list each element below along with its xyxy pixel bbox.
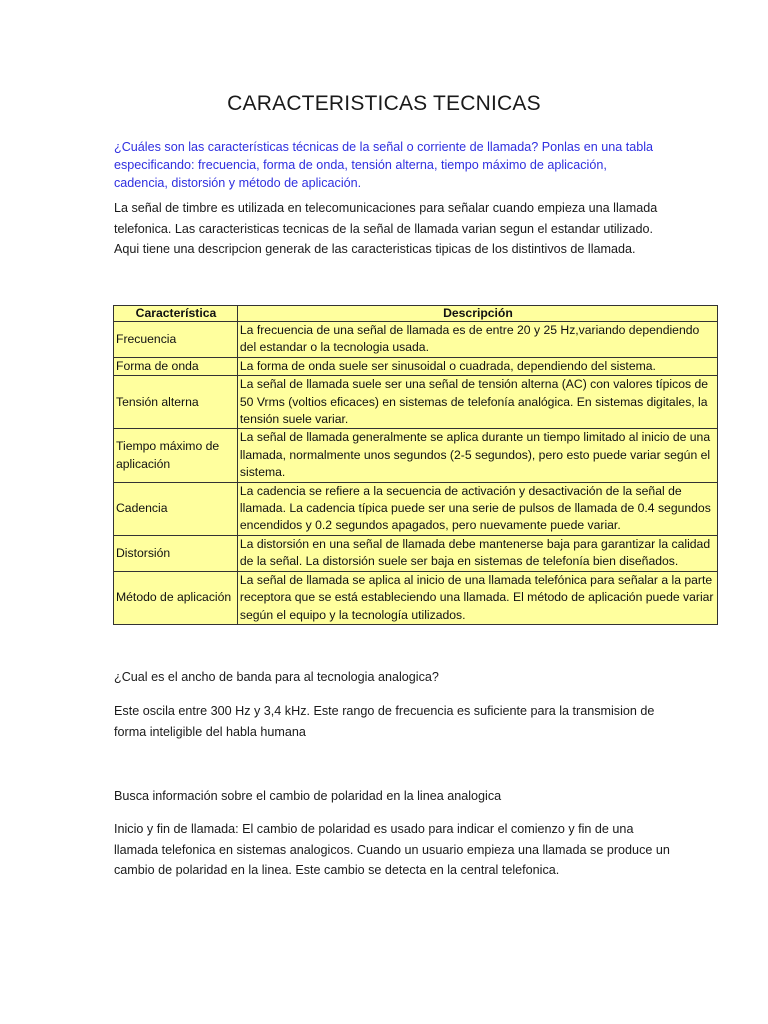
question-bandwidth: ¿Cual es el ancho de banda para al tecnologia analogica? — [114, 670, 439, 684]
feature-cell: Tensión alterna — [114, 376, 238, 429]
description-cell: La distorsión en una señal de llamada debe mantenerse baja para garantizar la calidad de la señal. La distorsión suele ser baja en sistemas de telefonía bien diseñados. — [237, 535, 717, 571]
description-cell: La señal de llamada suele ser una señal de tensión alterna (AC) con valores típicos de 50 Vrms (voltios eficaces) en sistemas de telefonía analógica. En sistemas digitales, la tensión suele variar. — [237, 376, 717, 429]
table-row — [114, 482, 718, 535]
page-title: CARACTERISTICAS TECNICAS — [227, 92, 541, 115]
description-cell: La señal de llamada generalmente se aplica durante un tiempo limitado al inicio de una llamada, normalmente unos segundos (2-5 segundos), pero esto puede variar según el sistema. — [237, 429, 717, 482]
feature-cell: Cadencia — [114, 482, 238, 535]
feature-cell: Forma de onda — [114, 357, 238, 375]
table-row — [114, 429, 718, 482]
answer-polarity: Inicio y fin de llamada: El cambio de polaridad es usado para indicar el comienzo y fin de una llamada telefonica en sistemas analogicos. Cuando un usuario empieza una llamada se produce un cambio de polaridad en la linea. Este cambio se detecta en la central telefonica. — [114, 822, 670, 877]
header-feature: Característica — [114, 306, 238, 322]
feature-cell: Frecuencia — [114, 322, 238, 358]
description-cell: La señal de llamada se aplica al inicio de una llamada telefónica para señalar a la parte receptora que se está estableciendo una llamada. El método de aplicación puede variar según el equipo y la tecnología utilizados. — [237, 571, 717, 624]
intro-paragraph: La señal de timbre es utilizada en telecomunicaciones para señalar cuando empieza una llamada telefonica. Las caracteristicas tecnicas de la señal de llamada varian segun el estandar utilizado. Aqui tiene una descripcion generak de las caracteristicas tipicas de los distintivos de llamada. — [114, 201, 658, 256]
question-polarity: Busca información sobre el cambio de polaridad en la linea analogica — [114, 789, 502, 803]
header-description: Descripción — [237, 306, 717, 322]
feature-cell: Tiempo máximo de aplicación — [114, 429, 238, 482]
table-row — [114, 535, 718, 571]
feature-cell: Método de aplicación — [114, 571, 238, 624]
table-row — [114, 376, 718, 429]
table-row — [114, 357, 718, 375]
feature-cell: Distorsión — [114, 535, 238, 571]
table-row — [114, 571, 718, 624]
description-cell: La forma de onda suele ser sinusoidal o cuadrada, dependiendo del sistema. — [237, 357, 717, 375]
question-characteristics: ¿Cuáles son las características técnicas de la señal o corriente de llamada? Ponlas en una tabla especificando: frecuencia, forma de onda, tensión alterna, tiempo máximo de aplicación, cadencia, distorsión y método de aplicación. — [114, 140, 654, 190]
characteristics-table — [113, 305, 718, 625]
table-row — [114, 322, 718, 358]
table-header-row — [114, 306, 718, 322]
description-cell: La frecuencia de una señal de llamada es de entre 20 y 25 Hz,variando dependiendo del estandar o la tecnologia usada. — [237, 322, 717, 358]
description-cell: La cadencia se refiere a la secuencia de activación y desactivación de la señal de llamada. La cadencia típica puede ser una serie de pulsos de llamada de 0.4 segundos encendidos y 0.2 segundos apagados, pero nuevamente puede variar. — [237, 482, 717, 535]
answer-bandwidth: Este oscila entre 300 Hz y 3,4 kHz. Este rango de frecuencia es suficiente para la transmision de forma inteligible del habla humana — [114, 704, 655, 739]
